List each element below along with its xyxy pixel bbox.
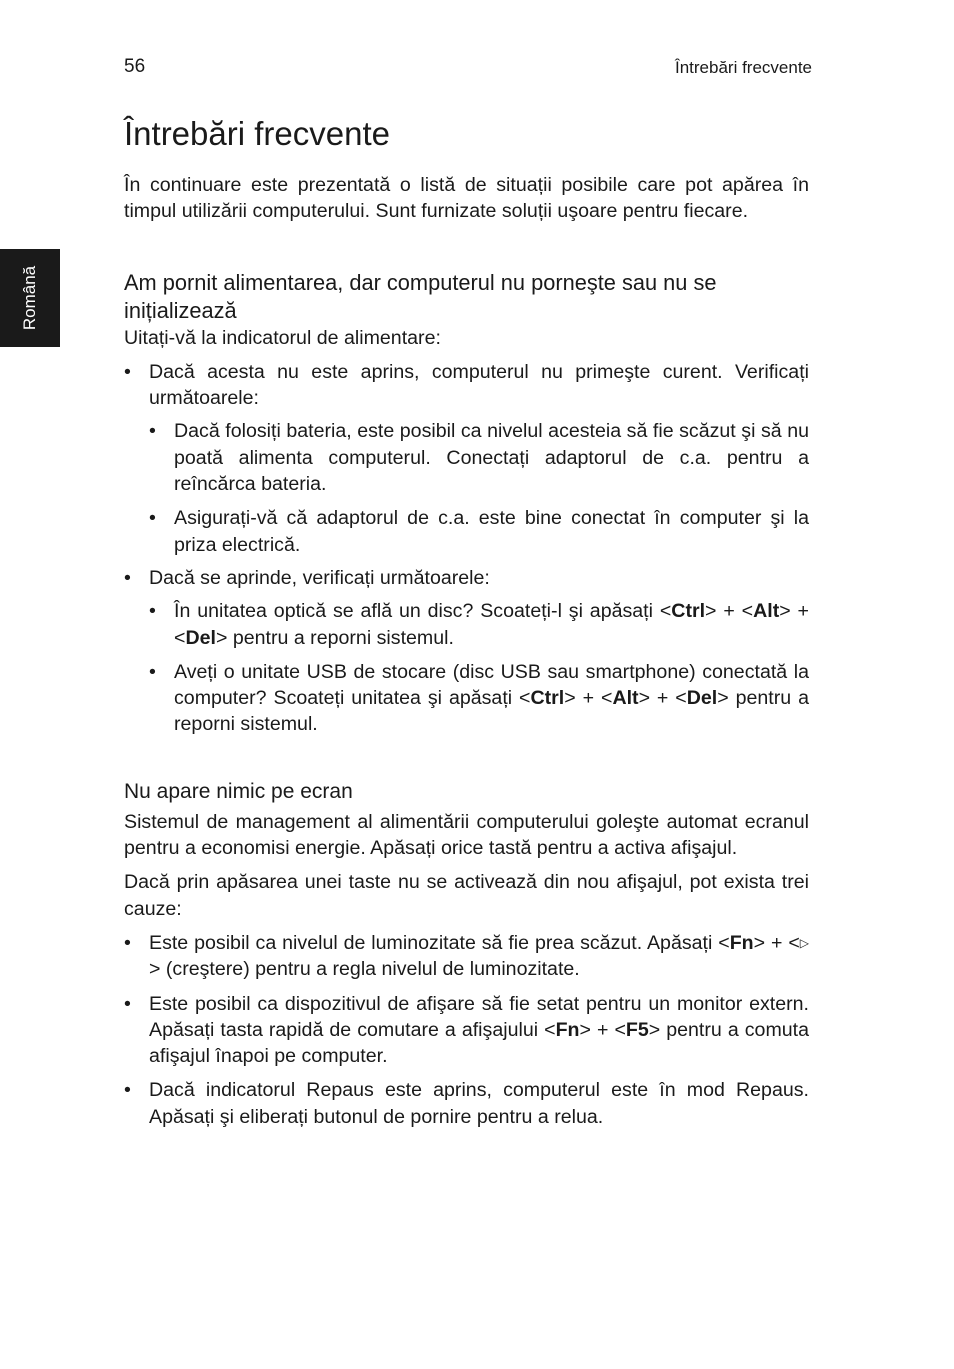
display-paragraph-2: Dacă prin apăsarea unei taste nu se activează din nou afişajul, pot exista trei cauze: [124, 871, 809, 920]
list-item: • În unitatea optică se află un disc? Scoateți-l şi apăsați <Ctrl> + <Alt> + <Del> pentru a reporni sistemul. [149, 598, 809, 651]
list-item: • Aveți o unitate USB de stocare (disc USB sau smartphone) conectată la computer? Scoateți unitatea şi apăsați <Ctrl> + <Alt> + <Del> pentru a reporni sistemul. [149, 659, 809, 738]
page-content [124, 112, 809, 1130]
display-paragraph-1: Sistemul de management al alimentării computerului goleşte automat ecranul pentru a economisi energie. Apăsați orice tastă pentru a activa afişajul. [124, 810, 809, 860]
sub-list [149, 598, 809, 737]
list-item: • Dacă se aprinde, verificați următoarele: • În unitatea optică se află un disc? Scoateți-l şi apăsați <Ctrl> + <Alt> + <Del> pentru a reporni sistemul. • Aveți o unitate USB de stocare (disc USB sau smartphone) conectată la computer? Scoateți unitatea şi apăsați <Ctrl> + <Alt> + <Del> pentru a reporni sistemul. [124, 565, 809, 738]
key-fn: Fn [555, 1018, 580, 1041]
key-ctrl: Ctrl [530, 687, 565, 710]
intro-paragraph: În continuare este prezentată o listă de situații posibile care pot apărea în timpul utilizării computerului. Sunt furnizate soluții uşoare pentru fiecare. [124, 174, 809, 223]
language-tab-label: Română [20, 265, 39, 331]
list-item: • Este posibil ca dispozitivul de afişare să fie setat pentru un monitor extern. Apăsați tasta rapidă de comutare a afişajului <Fn> + <F5> pentru a comuta afişajul înapoi pe computer. [124, 991, 809, 1070]
key-del: Del [185, 626, 216, 649]
list-item: • Dacă folosiți bateria, este posibil ca nivelul acesteia să fie scăzut şi să nu poată alimenta computerul. Conectați adaptorul de c.a. pentru a reîncărca bateria. [149, 418, 809, 497]
key-alt: Alt [753, 600, 780, 623]
section-heading-display: Nu apare nimic pe ecran [124, 779, 353, 803]
power-lead: Uitați-vă la indicatorul de alimentare: [124, 326, 441, 349]
key-fn: Fn [729, 931, 754, 954]
list-item: • Dacă acesta nu este aprins, computerul nu primeşte curent. Verificați următoarele: • Dacă folosiți bateria, este posibil ca nivelul acesteia să fie scăzut şi să nu poată alimenta computerul. Conectați adaptorul de c.a. pentru a reîncărca bateria. • Asigurați-vă că adaptorul de c.a. este bine conectat în computer şi la priza electrică. [124, 359, 809, 558]
power-list [124, 359, 809, 738]
page-number: 56 [124, 56, 146, 77]
brightness-up-triangle-icon: ▷ [799, 935, 809, 950]
section-heading-power: Am pornit alimentarea, dar computerul nu porneşte sau nu se inițializează [124, 269, 717, 323]
sub-list [149, 418, 809, 557]
list-item: • Asigurați-vă că adaptorul de c.a. este bine conectat în computer şi la priza electrică. [149, 505, 809, 558]
key-del: Del [686, 687, 718, 710]
key-f5: F5 [625, 1018, 649, 1041]
display-list [124, 930, 809, 1130]
key-alt: Alt [612, 687, 639, 710]
key-ctrl: Ctrl [671, 600, 706, 623]
list-item: • Este posibil ca nivelul de luminozitate să fie prea scăzut. Apăsați <Fn> + <▷> (creştere) pentru a regla nivelul de luminozitate. [124, 930, 809, 983]
list-item: • Dacă indicatorul Repaus este aprins, computerul este în mod Repaus. Apăsați şi eliberați butonul de pornire pentru a relua. [124, 1077, 809, 1130]
language-side-tab [0, 249, 60, 347]
running-header: Întrebări frecvente [674, 58, 812, 77]
page-title: Întrebări frecvente [124, 115, 390, 152]
